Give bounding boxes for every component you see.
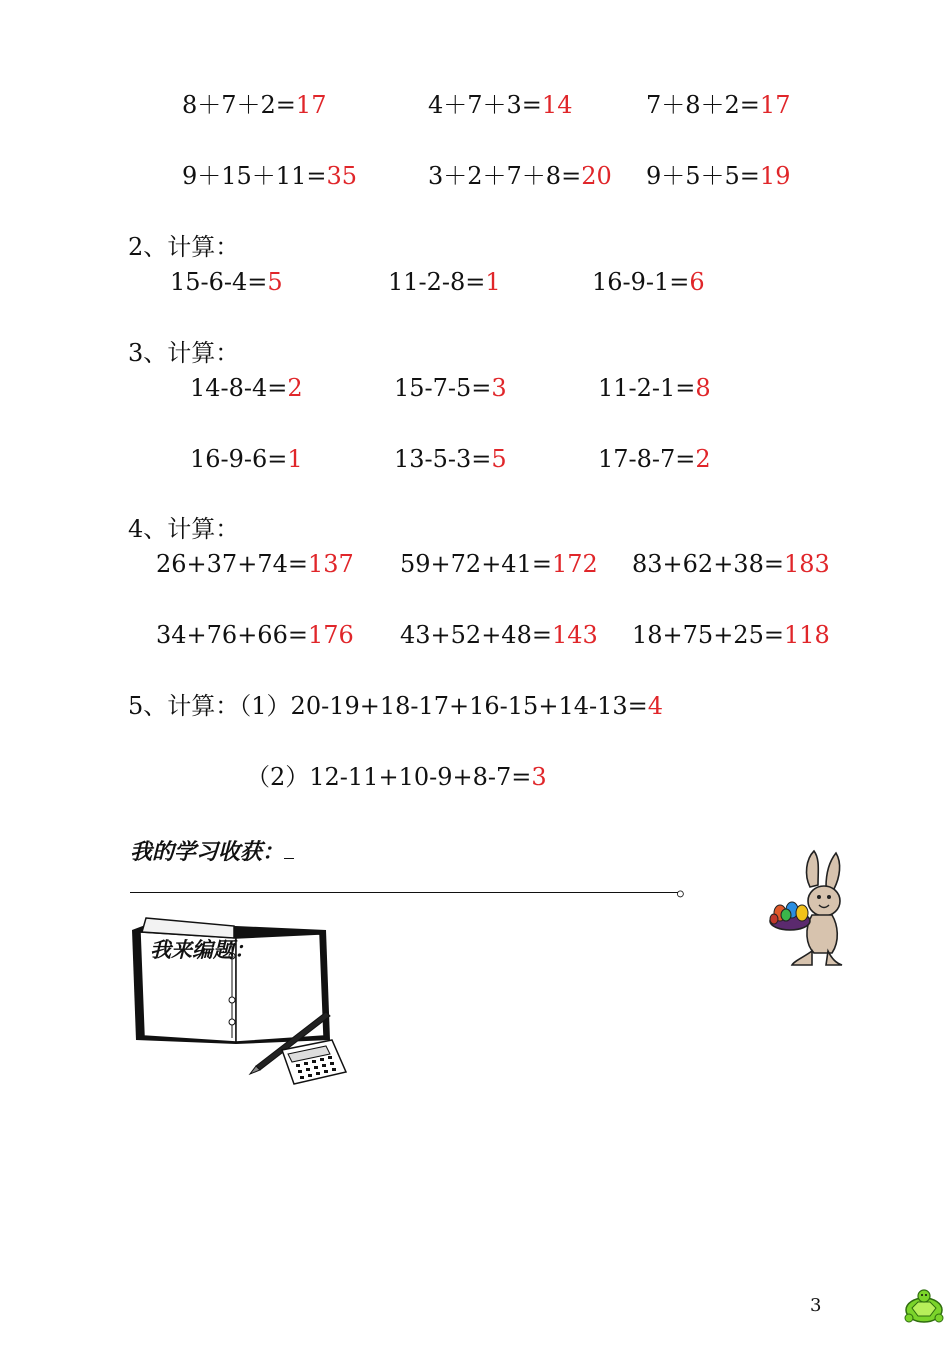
s3-r2-c1: 16-9-6=1 (190, 445, 303, 473)
s4-r1-c1: 26+37+74=137 (156, 550, 354, 578)
answer: 4 (647, 692, 664, 720)
answer: 3 (491, 374, 507, 402)
answer: 2 (695, 445, 711, 473)
answer: 143 (551, 621, 598, 649)
answer: 17 (759, 91, 791, 119)
s2-r1-c3: 16-9-1=6 (592, 268, 705, 296)
answer: 5 (267, 268, 283, 296)
section-4-heading: 4、计算： (128, 515, 240, 543)
section-5-line-1: 5、计算：（1）20-19+18-17+16-15+14-13=4 (128, 692, 664, 720)
answer: 19 (759, 162, 791, 190)
s3-r1-c1: 14-8-4=2 (190, 374, 303, 402)
compose-label: 我来编题： (150, 938, 255, 962)
answer: 1 (287, 445, 303, 473)
harvest-label: 我的学习收获： (130, 835, 294, 866)
answer: 172 (551, 550, 598, 578)
section-3-heading: 3、计算： (128, 339, 240, 367)
s1-r2-c3: 9＋5＋5=19 (646, 162, 791, 190)
answer: 2 (287, 374, 303, 402)
s4-r2-c1: 34+76+66=176 (156, 621, 354, 649)
answer: 8 (695, 374, 711, 402)
section-5-heading: 5、计算： (128, 692, 240, 720)
answer: 1 (485, 268, 501, 296)
answer: 35 (326, 162, 358, 190)
harvest-end-mark: 。 (676, 873, 700, 901)
answer: 6 (689, 268, 705, 296)
answer: 176 (307, 621, 354, 649)
s2-r1-c1: 15-6-4=5 (170, 268, 283, 296)
answer: 20 (581, 162, 612, 190)
calculator-icon (282, 1040, 346, 1084)
answer: 118 (783, 621, 830, 649)
answer: 137 (307, 550, 354, 578)
section-5-line-2: （2）12-11+10-9+8-7=3 (246, 763, 547, 791)
s1-r2-c2: 3＋2＋7＋8=20 (428, 162, 612, 190)
s1-r1-c2: 4＋7＋3=14 (428, 91, 573, 119)
answer: 14 (541, 91, 573, 119)
s4-r1-c2: 59+72+41=172 (400, 550, 598, 578)
harvest-answer-line[interactable] (130, 892, 678, 893)
s4-r2-c3: 18+75+25=118 (632, 621, 830, 649)
page-number: 3 (810, 1295, 822, 1316)
s1-r1-c3: 7＋8＋2=17 (646, 91, 791, 119)
answer: 183 (783, 550, 830, 578)
answer: 17 (295, 91, 327, 119)
s3-r1-c3: 11-2-1=8 (598, 374, 711, 402)
turtle-icon (900, 1288, 948, 1328)
s4-r2-c2: 43+52+48=143 (400, 621, 598, 649)
s3-r2-c2: 13-5-3=5 (394, 445, 507, 473)
answer: 5 (491, 445, 507, 473)
s1-r2-c1: 9＋15＋11=35 (182, 162, 358, 190)
s4-r1-c3: 83+62+38=183 (632, 550, 830, 578)
bunny-easter-basket-icon (762, 845, 852, 973)
s2-r1-c2: 11-2-8=1 (388, 268, 501, 296)
section-2-heading: 2、计算： (128, 233, 240, 261)
answer: 3 (531, 763, 547, 791)
s3-r2-c3: 17-8-7=2 (598, 445, 711, 473)
s3-r1-c2: 15-7-5=3 (394, 374, 507, 402)
s1-r1-c1: 8＋7＋2=17 (182, 91, 327, 119)
